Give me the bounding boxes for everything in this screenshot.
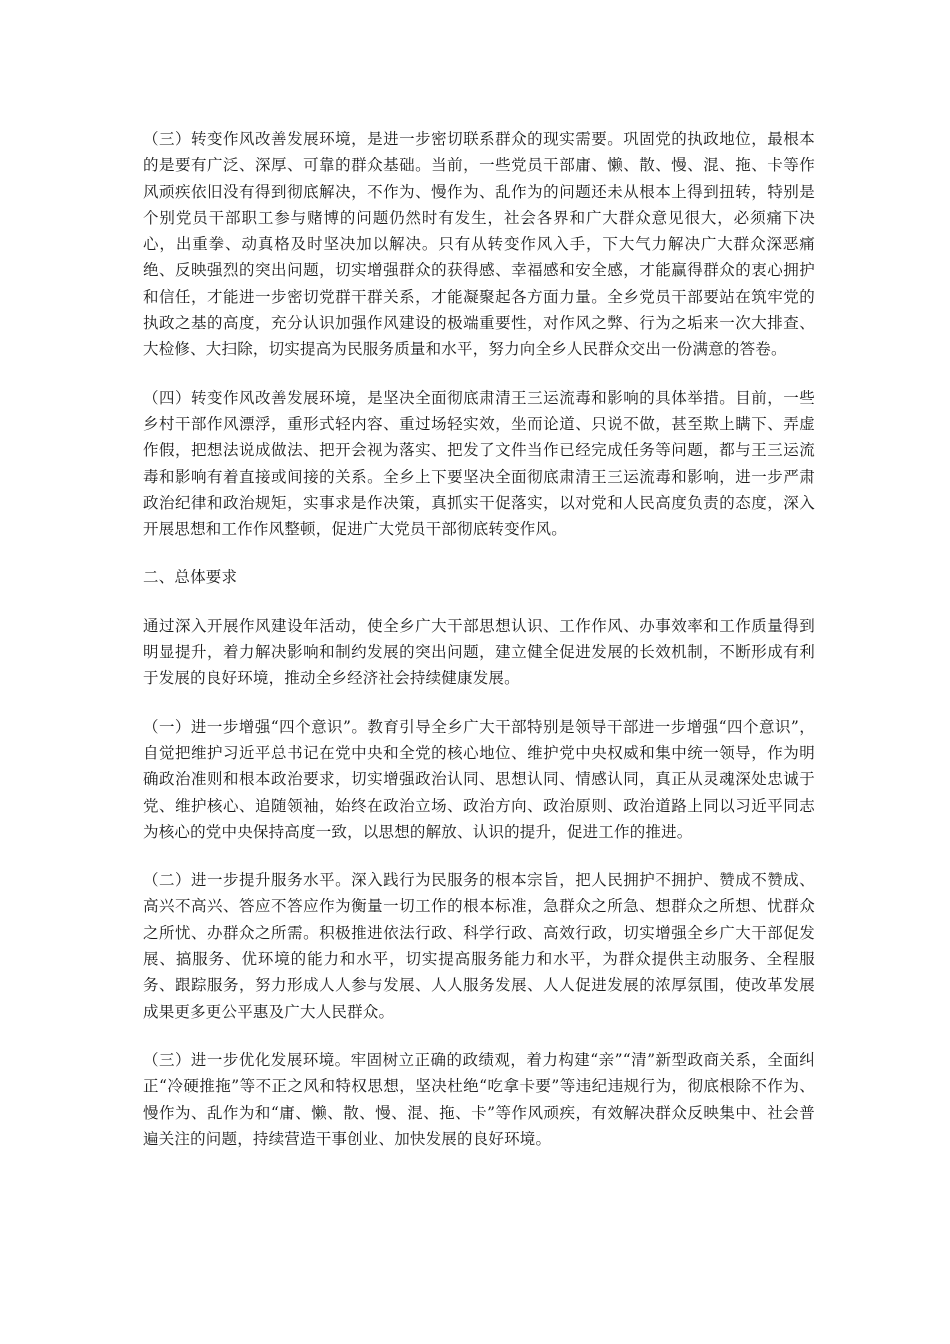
paragraph-four-consciousness: （一）进一步增强“四个意识”。教育引导全乡广大干部特别是领导干部进一步增强“四个意识”，自觉把维护习近平总书记在党中央和全党的核心地位、维护党中央权威和集中统一领导，作为明确政治准则和根本政治要求，切实增强政治认同、思想认同、情感认同，真正从灵魂深处忠诚于党、维护核心、追随领袖，始终在政治立场、政治方向、政治原则、政治道路上同以习近平同志为核心的党中央保持高度一致，以思想的解放、认识的提升，促进工作的推进。	[143, 717, 815, 841]
paragraph-development-environment: （三）进一步优化发展环境。牢固树立正确的政绩观，着力构建“亲”“清”新型政商关系，全面纠正“冷硬推拖”等不正之风和特权思想，坚决杜绝“吃拿卡要”等违纪违规行为，彻底根除不作为、慢作为、乱作为和“庸、懒、散、慢、混、拖、卡”等作风顽疾，有效解决群众反映集中、社会普遍关注的问题，持续营造干事创业、加快发展的良好环境。	[143, 1050, 815, 1148]
paragraph-work-style-mass-connection: （三）转变作风改善发展环境，是进一步密切联系群众的现实需要。巩固党的执政地位，最根本的是要有广泛、深厚、可靠的群众基础。当前，一些党员干部庸、懒、散、慢、混、拖、卡等作风顽疾依旧没有得到彻底解决，不作为、慢作为、乱作为的问题还未从根本上得到扭转，特别是个别党员干部职工参与赌博的问题仍然时有发生，社会各界和广大群众意见很大，必须痛下决心，出重拳、动真格及时坚决加以解决。只有从转变作风入手，下大气力解决广大群众深恶痛绝、反映强烈的突出问题，切实增强群众的获得感、幸福感和安全感，才能赢得群众的衷心拥护和信任，才能进一步密切党群干群关系，才能凝聚起各方面力量。全乡党员干部要站在筑牢党的执政之基的高度，充分认识加强作风建设的极端重要性，对作风之弊、行为之垢来一次大排查、大检修、大扫除，切实提高为民服务质量和水平，努力向全乡人民群众交出一份满意的答卷。	[143, 130, 815, 359]
paragraph-service-level: （二）进一步提升服务水平。深入践行为民服务的根本宗旨，把人民拥护不拥护、赞成不赞成、高兴不高兴、答应不答应作为衡量一切工作的根本标准，急群众之所急、想群众之所想、忧群众之所忧、办群众之所需。积极推进依法行政、科学行政、高效行政，切实增强全乡广大干部促发展、搞服务、优环境的能力和水平，切实提高服务能力和水平，为群众提供主动服务、全程服务、跟踪服务，努力形成人人参与发展、人人服务发展、人人促进发展的浓厚氛围，使改革发展成果更多更公平惠及广大人民群众。	[143, 871, 815, 1021]
document-body	[143, 126, 815, 1174]
section-heading-overall-requirements: 二、总体要求	[143, 568, 238, 587]
paragraph-overall-goal: 通过深入开展作风建设年活动，使全乡广大干部思想认识、工作作风、办事效率和工作质量得到明显提升，着力解决影响和制约发展的突出问题，建立健全促进发展的长效机制，不断形成有利于发展的良好环境，推动全乡经济社会持续健康发展。	[143, 616, 815, 688]
paragraph-eliminate-influence: （四）转变作风改善发展环境，是坚决全面彻底肃清王三运流毒和影响的具体举措。目前，一些乡村干部作风漂浮，重形式轻内容、重过场轻实效，坐而论道、只说不做，甚至欺上瞒下、弄虚作假，把想法说成做法、把开会视为落实、把发了文件当作已经完成任务等问题，都与王三运流毒和影响有着直接或间接的关系。全乡上下要坚决全面彻底肃清王三运流毒和影响，进一步严肃政治纪律和政治规矩，实事求是作决策，真抓实干促落实，以对党和人民高度负责的态度，深入开展思想和工作作风整顿，促进广大党员干部彻底转变作风。	[143, 388, 815, 539]
